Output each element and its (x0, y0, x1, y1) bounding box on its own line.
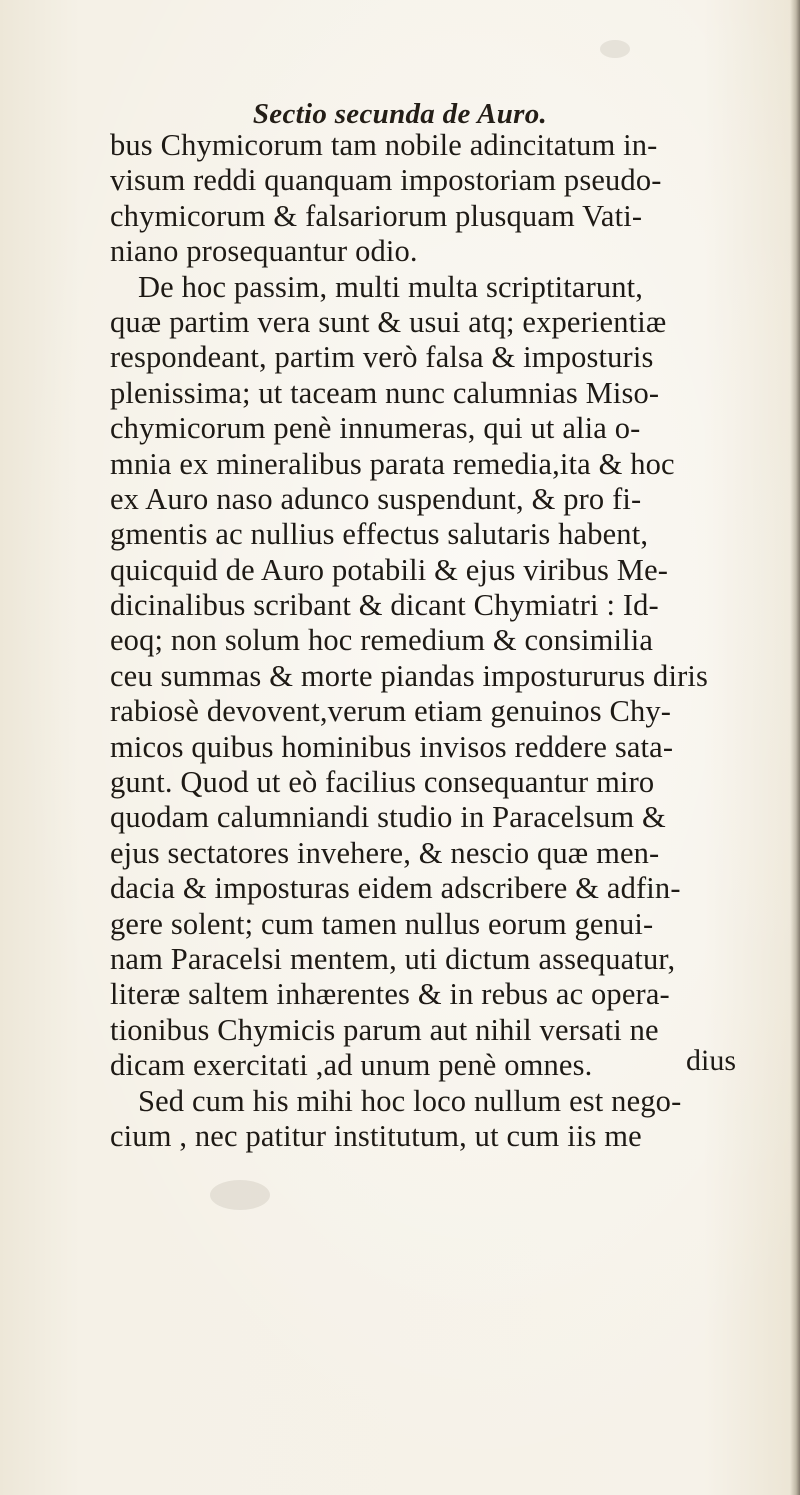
text-line: niano prosequantur odio. (110, 234, 418, 269)
text-line: literæ saltem inhærentes & in rebus ac opera- (110, 977, 670, 1012)
page-edge-shadow (790, 0, 800, 1495)
text-line: dicam exercitati ,ad unum penè omnes. (110, 1048, 593, 1083)
text-line: quodam calumniandi studio in Paracelsum & (110, 800, 666, 835)
text-line: chymicorum penè innumeras, qui ut alia o- (110, 411, 641, 446)
text-line: tionibus Chymicis parum aut nihil versati ne (110, 1012, 659, 1047)
text-line: quæ partim vera sunt & usui atq; experientiæ (110, 304, 667, 339)
text-line: ex Auro naso adunco suspendunt, & pro fi- (110, 481, 642, 516)
text-line: gunt. Quod ut eò facilius consequantur miro (110, 765, 655, 800)
text-line: dicinalibus scribant & dicant Chymiatri : Id- (110, 588, 659, 623)
text-line: dacia & imposturas eidem adscribere & adfin- (110, 871, 681, 906)
text-line: rabiosè devovent,verum etiam genuinos Chy- (110, 694, 672, 729)
text-line: De hoc passim, multi multa scriptitarunt, (138, 269, 644, 304)
text-line: chymicorum & falsariorum plusquam Vati- (110, 198, 643, 233)
running-head: Sectio secunda de Auro. (252, 98, 548, 130)
text-line: gere solent; cum tamen nullus eorum genui- (110, 906, 654, 941)
body-text (110, 128, 760, 1154)
paper-stain (210, 1180, 270, 1210)
text-line: gmentis ac nullius effectus salutaris habent, (110, 517, 649, 552)
text-line: mnia ex mineralibus parata remedia,ita & hoc (110, 446, 675, 481)
text-line: ejus sectatores invehere, & nescio quæ men- (110, 835, 660, 870)
text-line: ceu summas & morte piandas impostururus diris (110, 658, 709, 693)
text-line: bus Chymicorum tam nobile adincitatum in- (110, 128, 658, 162)
text-line: eoq; non solum hoc remedium & consimilia (110, 623, 654, 658)
text-line: visum reddi quanquam impostoriam pseudo- (110, 163, 662, 198)
text-line: plenissima; ut taceam nunc calumnias Miso- (110, 375, 660, 410)
catchword: dius (686, 1044, 737, 1077)
paper-stain (600, 40, 630, 58)
text-line: Sed cum his mihi hoc loco nullum est nego- (138, 1083, 682, 1118)
text-line: respondeant, partim verò falsa & imposturis (110, 340, 654, 375)
text-line: nam Paracelsi mentem, uti dictum assequatur, (110, 941, 676, 976)
text-line: cium , nec patitur institutum, ut cum iis me (110, 1118, 642, 1153)
text-line: quicquid de Auro potabili & ejus viribus Me- (110, 552, 669, 587)
text-line: micos quibus hominibus invisos reddere sata- (110, 729, 674, 764)
